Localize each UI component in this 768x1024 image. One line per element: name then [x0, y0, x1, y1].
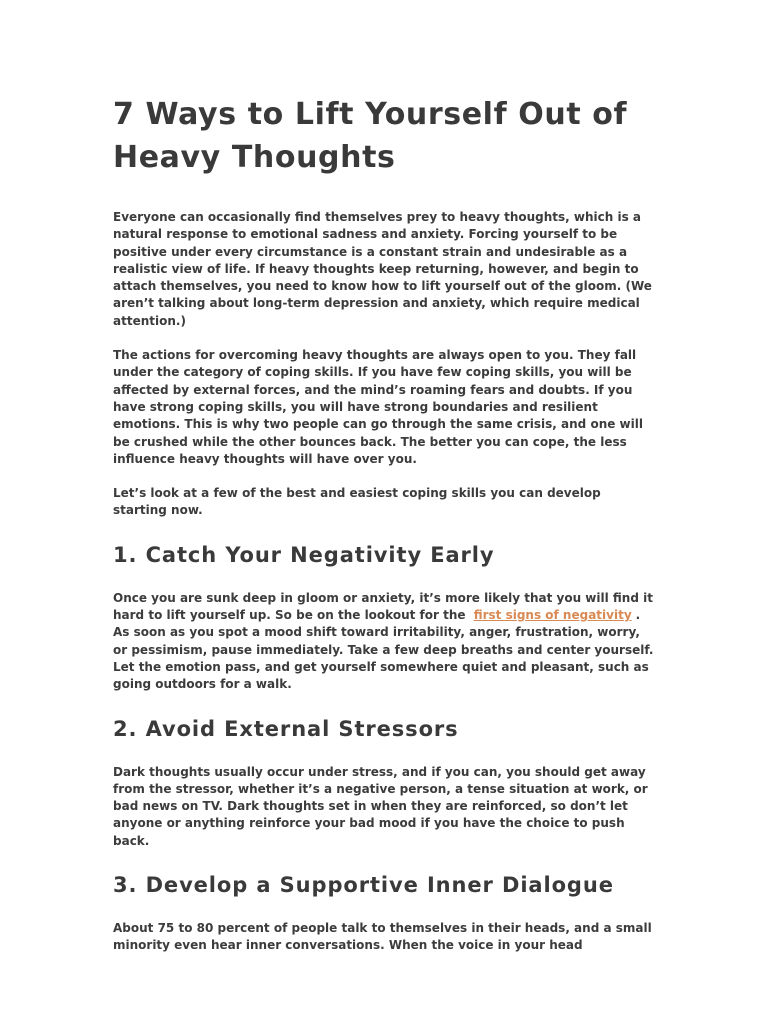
intro-paragraph-2: The actions for overcoming heavy thoughts are always open to you. They fall under the category of coping skills. If you have few coping skills, you will be affected by external forces, and the mind’s roaming fears and doubts. If you have strong coping skills, you will have strong boundaries and resilient emotions. This is why two people can go through the same crisis, and one will be crushed while the other bounces back. The better you can cope, the less influence heavy thoughts will have over you.: [113, 348, 643, 466]
section-1-text-before-link: Once you are sunk deep in gloom or anxiety, it’s more likely that you will find it hard to lift yourself up. So be on the lookout for the: [113, 590, 653, 623]
section-heading-1: 1. Catch Your Negativity Early: [113, 542, 495, 567]
section-heading-3: 3. Develop a Supportive Inner Dialogue: [113, 873, 614, 898]
section-1-text-after-link: . As soon as you spot a mood shift toward irritability, anger, frustration, worry, or pessimism, pause immediately. Take a few deep breaths and center yourself. Let the emotion pass, and get yourself somewhere quiet and pleasant, such as going outdoors for a walk.: [113, 608, 654, 692]
section-paragraph-1: [113, 590, 658, 694]
section-heading-2: 2. Avoid External Stressors: [113, 716, 459, 741]
section-paragraph-3: About 75 to 80 percent of people talk to themselves in their heads, and a small minority even hear inner conversations. When the voice in your head: [113, 921, 652, 953]
intro-paragraph-3: Let’s look at a few of the best and easiest coping skills you can develop starting now.: [113, 486, 601, 518]
page-title: 7 Ways to Lift Yourself Out of Heavy Thoughts: [113, 97, 628, 175]
first-signs-of-negativity-link[interactable]: first signs of negativity: [473, 608, 632, 623]
intro-paragraph-1: Everyone can occasionally find themselves prey to heavy thoughts, which is a natural response to emotional sadness and anxiety. Forcing yourself to be positive under every circumstance is a constant strain and undesirable as a realistic view of life. If heavy thoughts keep returning, however, and begin to attach themselves, you need to know how to lift yourself out of the gloom. (We aren’t talking about long-term depression and anxiety, which require medical attention.): [113, 210, 652, 328]
section-paragraph-2: Dark thoughts usually occur under stress, and if you can, you should get away from the stressor, whether it’s a negative person, a tense situation at work, or bad news on TV. Dark thoughts set in when they are reinforced, so don’t let anyone or anything reinforce your bad mood if you have the choice to push back.: [113, 764, 648, 848]
